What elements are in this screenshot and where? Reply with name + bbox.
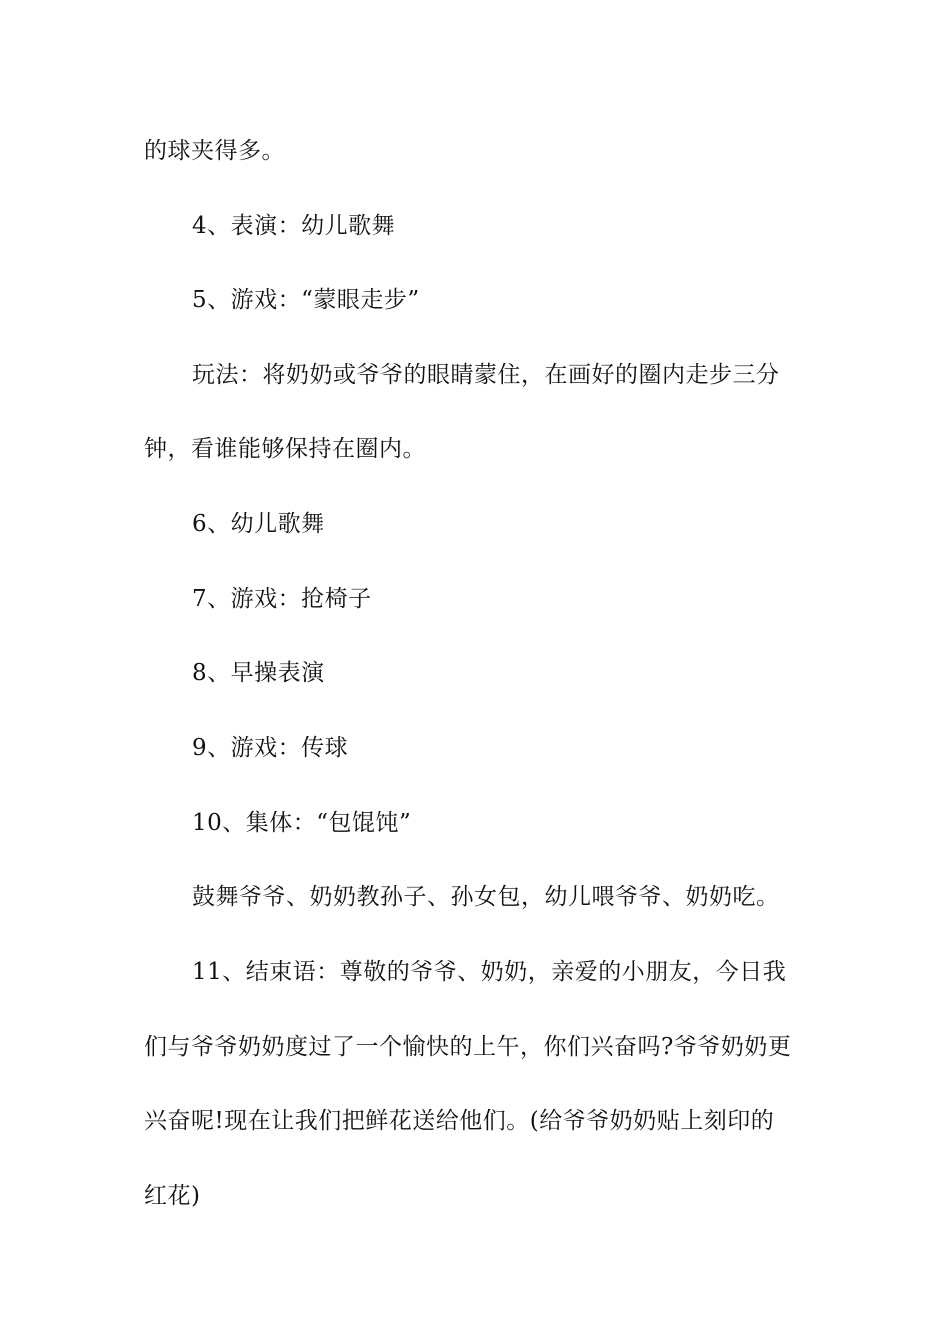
rules-line-1: 玩法：将奶奶或爷爷的眼睛蒙住，在画好的圈内走步三分 (192, 362, 780, 388)
item-9: 9、游戏：传球 (192, 735, 349, 761)
item-11-line-2: 们与爷爷奶奶度过了一个愉快的上午，你们兴奋吗?爷爷奶奶更 (144, 1034, 792, 1060)
item-11-line-1: 11、结束语：尊敬的爷爷、奶奶，亲爱的小朋友，今日我 (192, 959, 787, 985)
item-11-line-4: 红花) (144, 1183, 201, 1209)
rules-line-2: 钟，看谁能够保持在圈内。 (144, 436, 426, 462)
item-4: 4、表演：幼儿歌舞 (192, 213, 396, 239)
item-8: 8、早操表演 (192, 660, 325, 686)
item-5: 5、游戏：“蒙眼走步” (192, 287, 420, 313)
item-10: 10、集体：“包馄饨” (192, 810, 412, 836)
paragraph-continuation: 的球夹得多。 (144, 138, 285, 164)
item-10-description: 鼓舞爷爷、奶奶教孙子、孙女包，幼儿喂爷爷、奶奶吃。 (192, 884, 780, 910)
item-11-line-3: 兴奋呢!现在让我们把鲜花送给他们。(给爷爷奶奶贴上刻印的 (144, 1108, 775, 1134)
item-6: 6、幼儿歌舞 (192, 511, 325, 537)
item-7: 7、游戏：抢椅子 (192, 586, 372, 612)
